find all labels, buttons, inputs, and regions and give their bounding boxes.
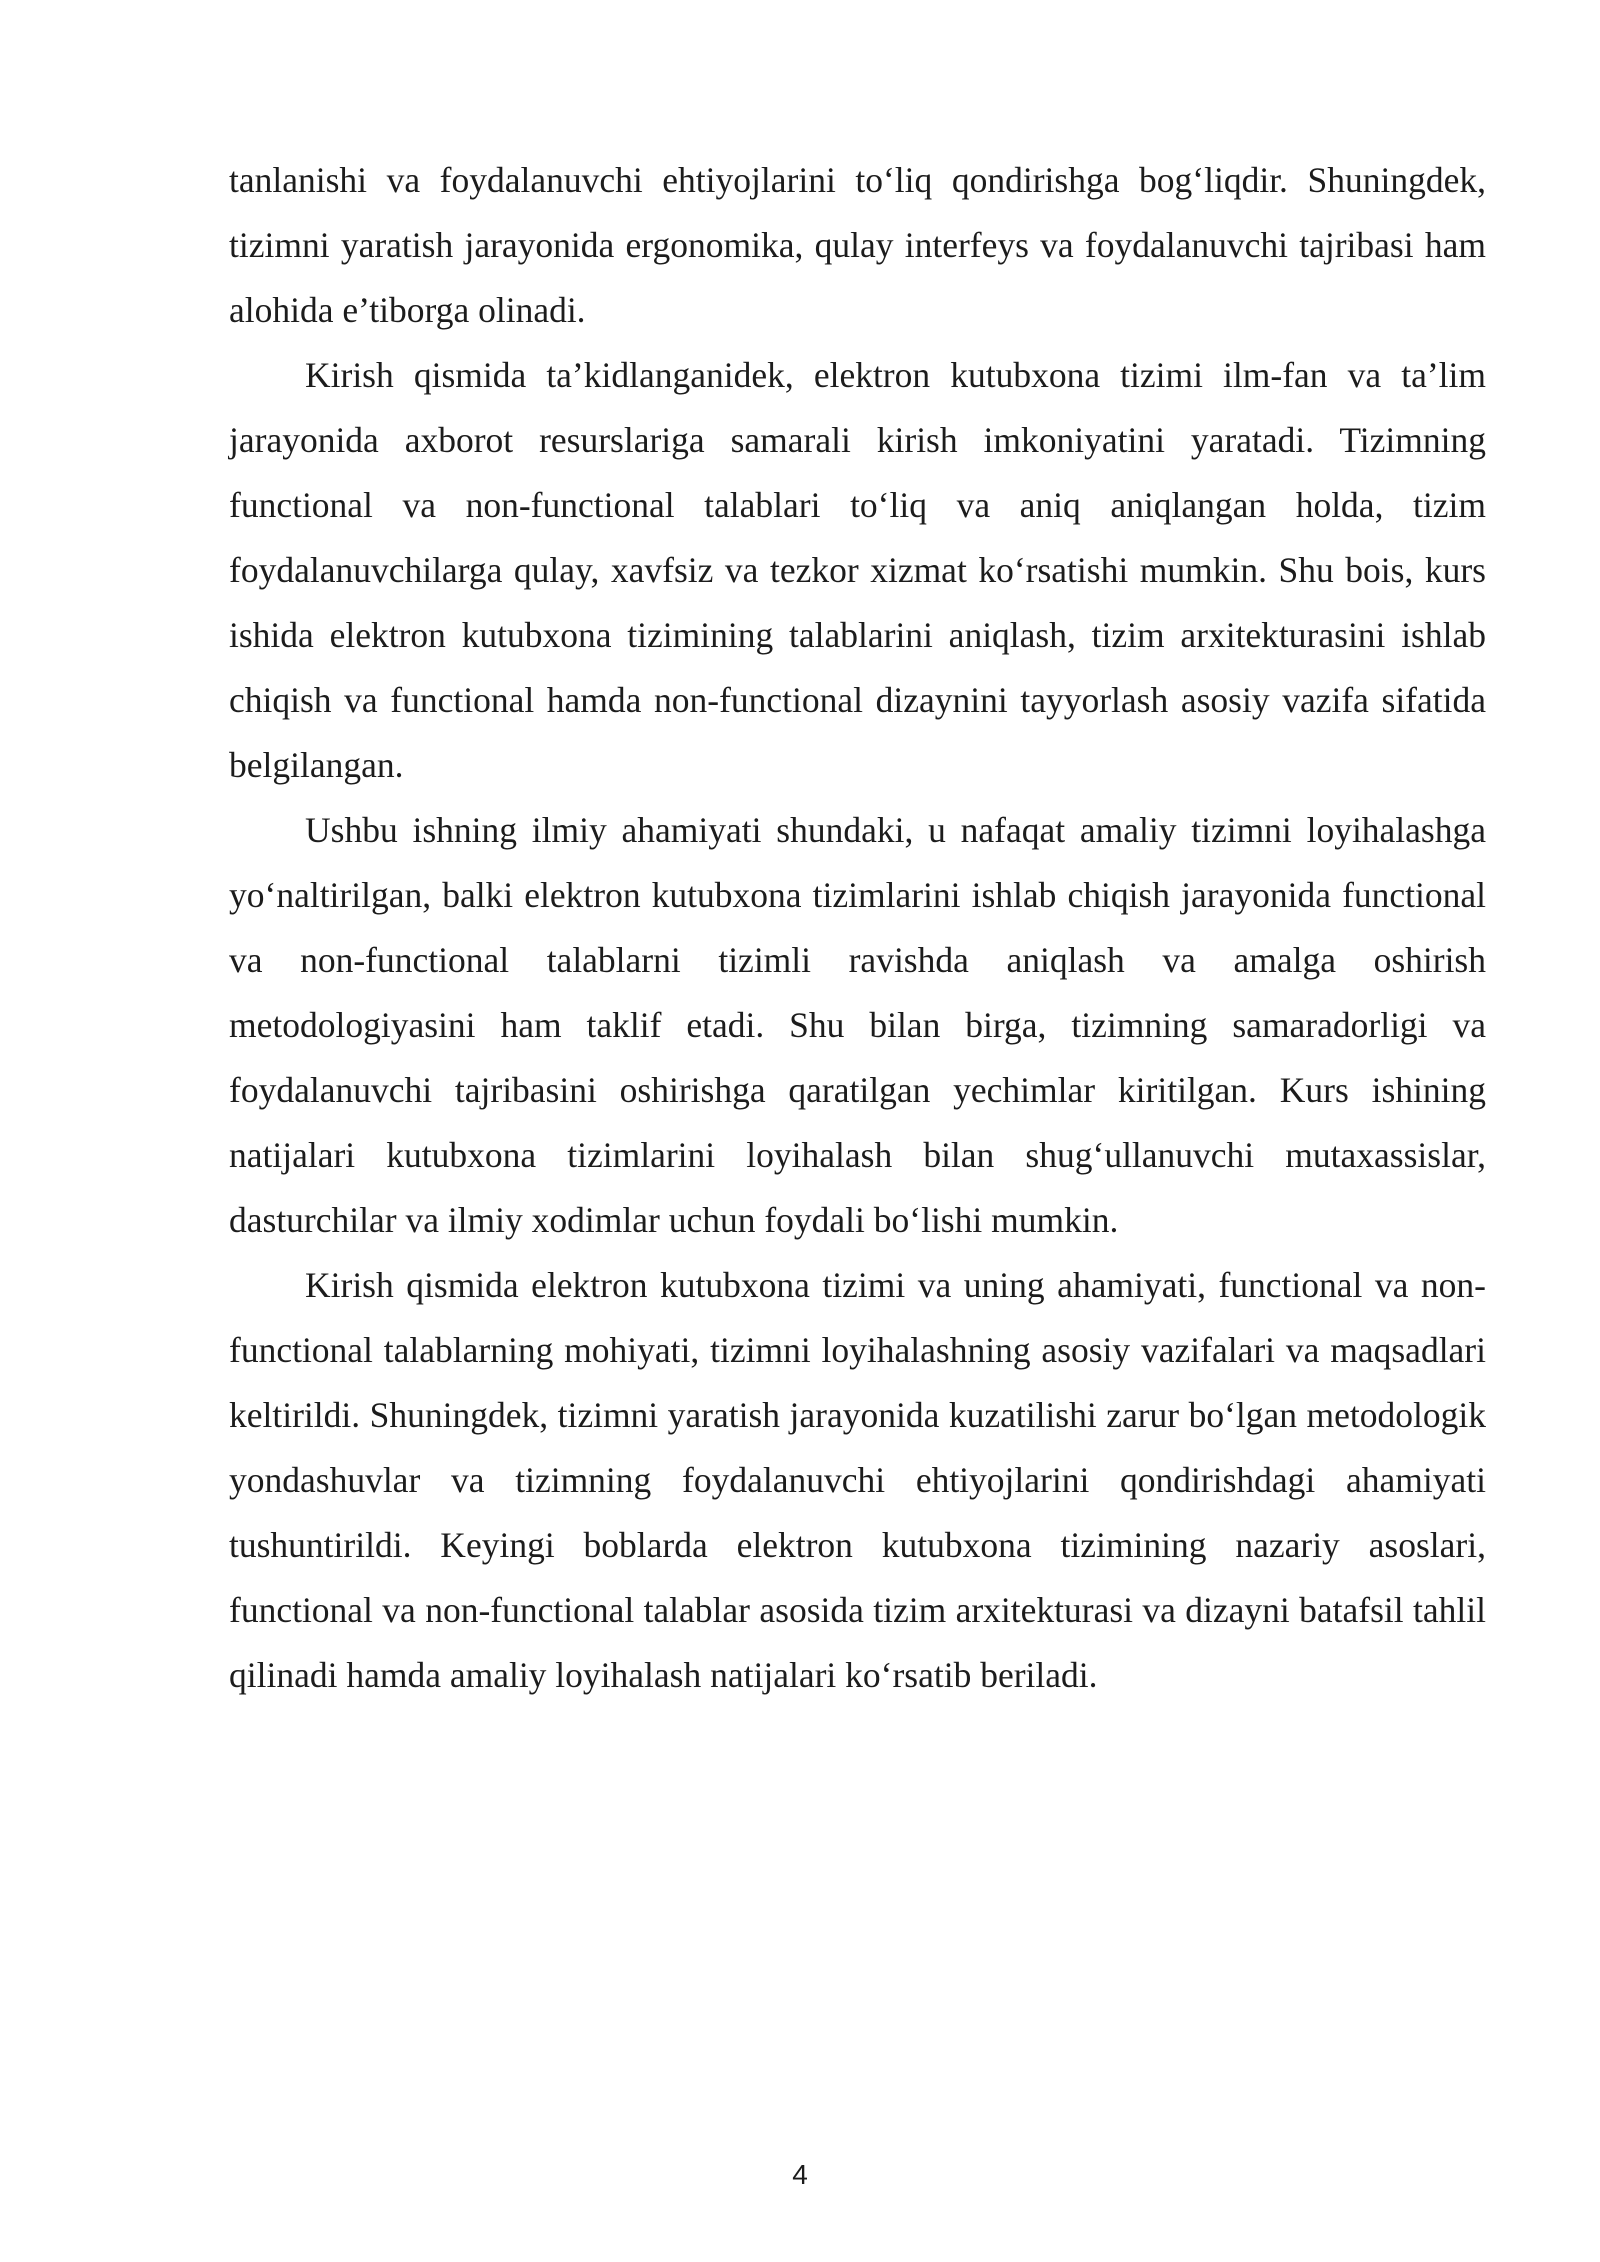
paragraph: Ushbu ishning ilmiy ahamiyati shundaki, u nafaqat amaliy tizimni loyihalashga yo‘naltirilgan, balki elektron kutubxona tizimlarini ishlab chiqish jarayonida functional va non-functional talablarni tizimli ravishda aniqlash va amalga oshirish metodologiyasini ham taklif etadi. Shu bilan birga, tizimning samaradorligi va foydalanuvchi tajribasini oshirishga qaratilgan yechimlar kiritilgan. Kurs ishining natijalari kutubxona tizimlarini loyihalash bilan shug‘ullanuvchi mutaxassislar, dasturchilar va ilmiy xodimlar uchun foydali bo‘lishi mumkin. xyxy=(229,810,1486,1240)
paragraph: Kirish qismida elektron kutubxona tizimi va uning ahamiyati, functional va non-functional talablarning mohiyati, tizimni loyihalashning asosiy vazifalari va maqsadlari keltirildi. Shuningdek, tizimni yaratish jarayonida kuzatilishi zarur bo‘lgan metodologik yondashuvlar va tizimning foydalanuvchi ehtiyojlarini qondirishdagi ahamiyati tushuntirildi. Keyingi boblarda elektron kutubxona tizimining nazariy asoslari, functional va non-functional talablar asosida tizim arxitekturasi va dizayni batafsil tahlil qilinadi hamda amaliy loyihalash natijalari ko‘rsatib beriladi. xyxy=(229,1265,1486,1695)
paragraph-continuation: tanlanishi va foydalanuvchi ehtiyojlarini to‘liq qondirishga bog‘liqdir. Shuningdek, tizimni yaratish jarayonida ergonomika, qulay interfeys va foydalanuvchi tajribasi ham alohida e’tiborga olinadi. xyxy=(229,160,1486,330)
paragraph: Kirish qismida ta’kidlanganidek, elektron kutubxona tizimi ilm-fan va ta’lim jarayonida axborot resurslariga samarali kirish imkoniyatini yaratadi. Tizimning functional va non-functional talablari to‘liq va aniq aniqlangan holda, tizim foydalanuvchilarga qulay, xavfsiz va tezkor xizmat ko‘rsatishi mumkin. Shu bois, kurs ishida elektron kutubxona tizimining talablarini aniqlash, tizim arxitekturasini ishlab chiqish va functional hamda non-functional dizaynini tayyorlash asosiy vazifa sifatida belgilangan. xyxy=(229,355,1486,785)
document-body xyxy=(229,148,1486,1708)
page-number: 4 xyxy=(792,2159,808,2190)
